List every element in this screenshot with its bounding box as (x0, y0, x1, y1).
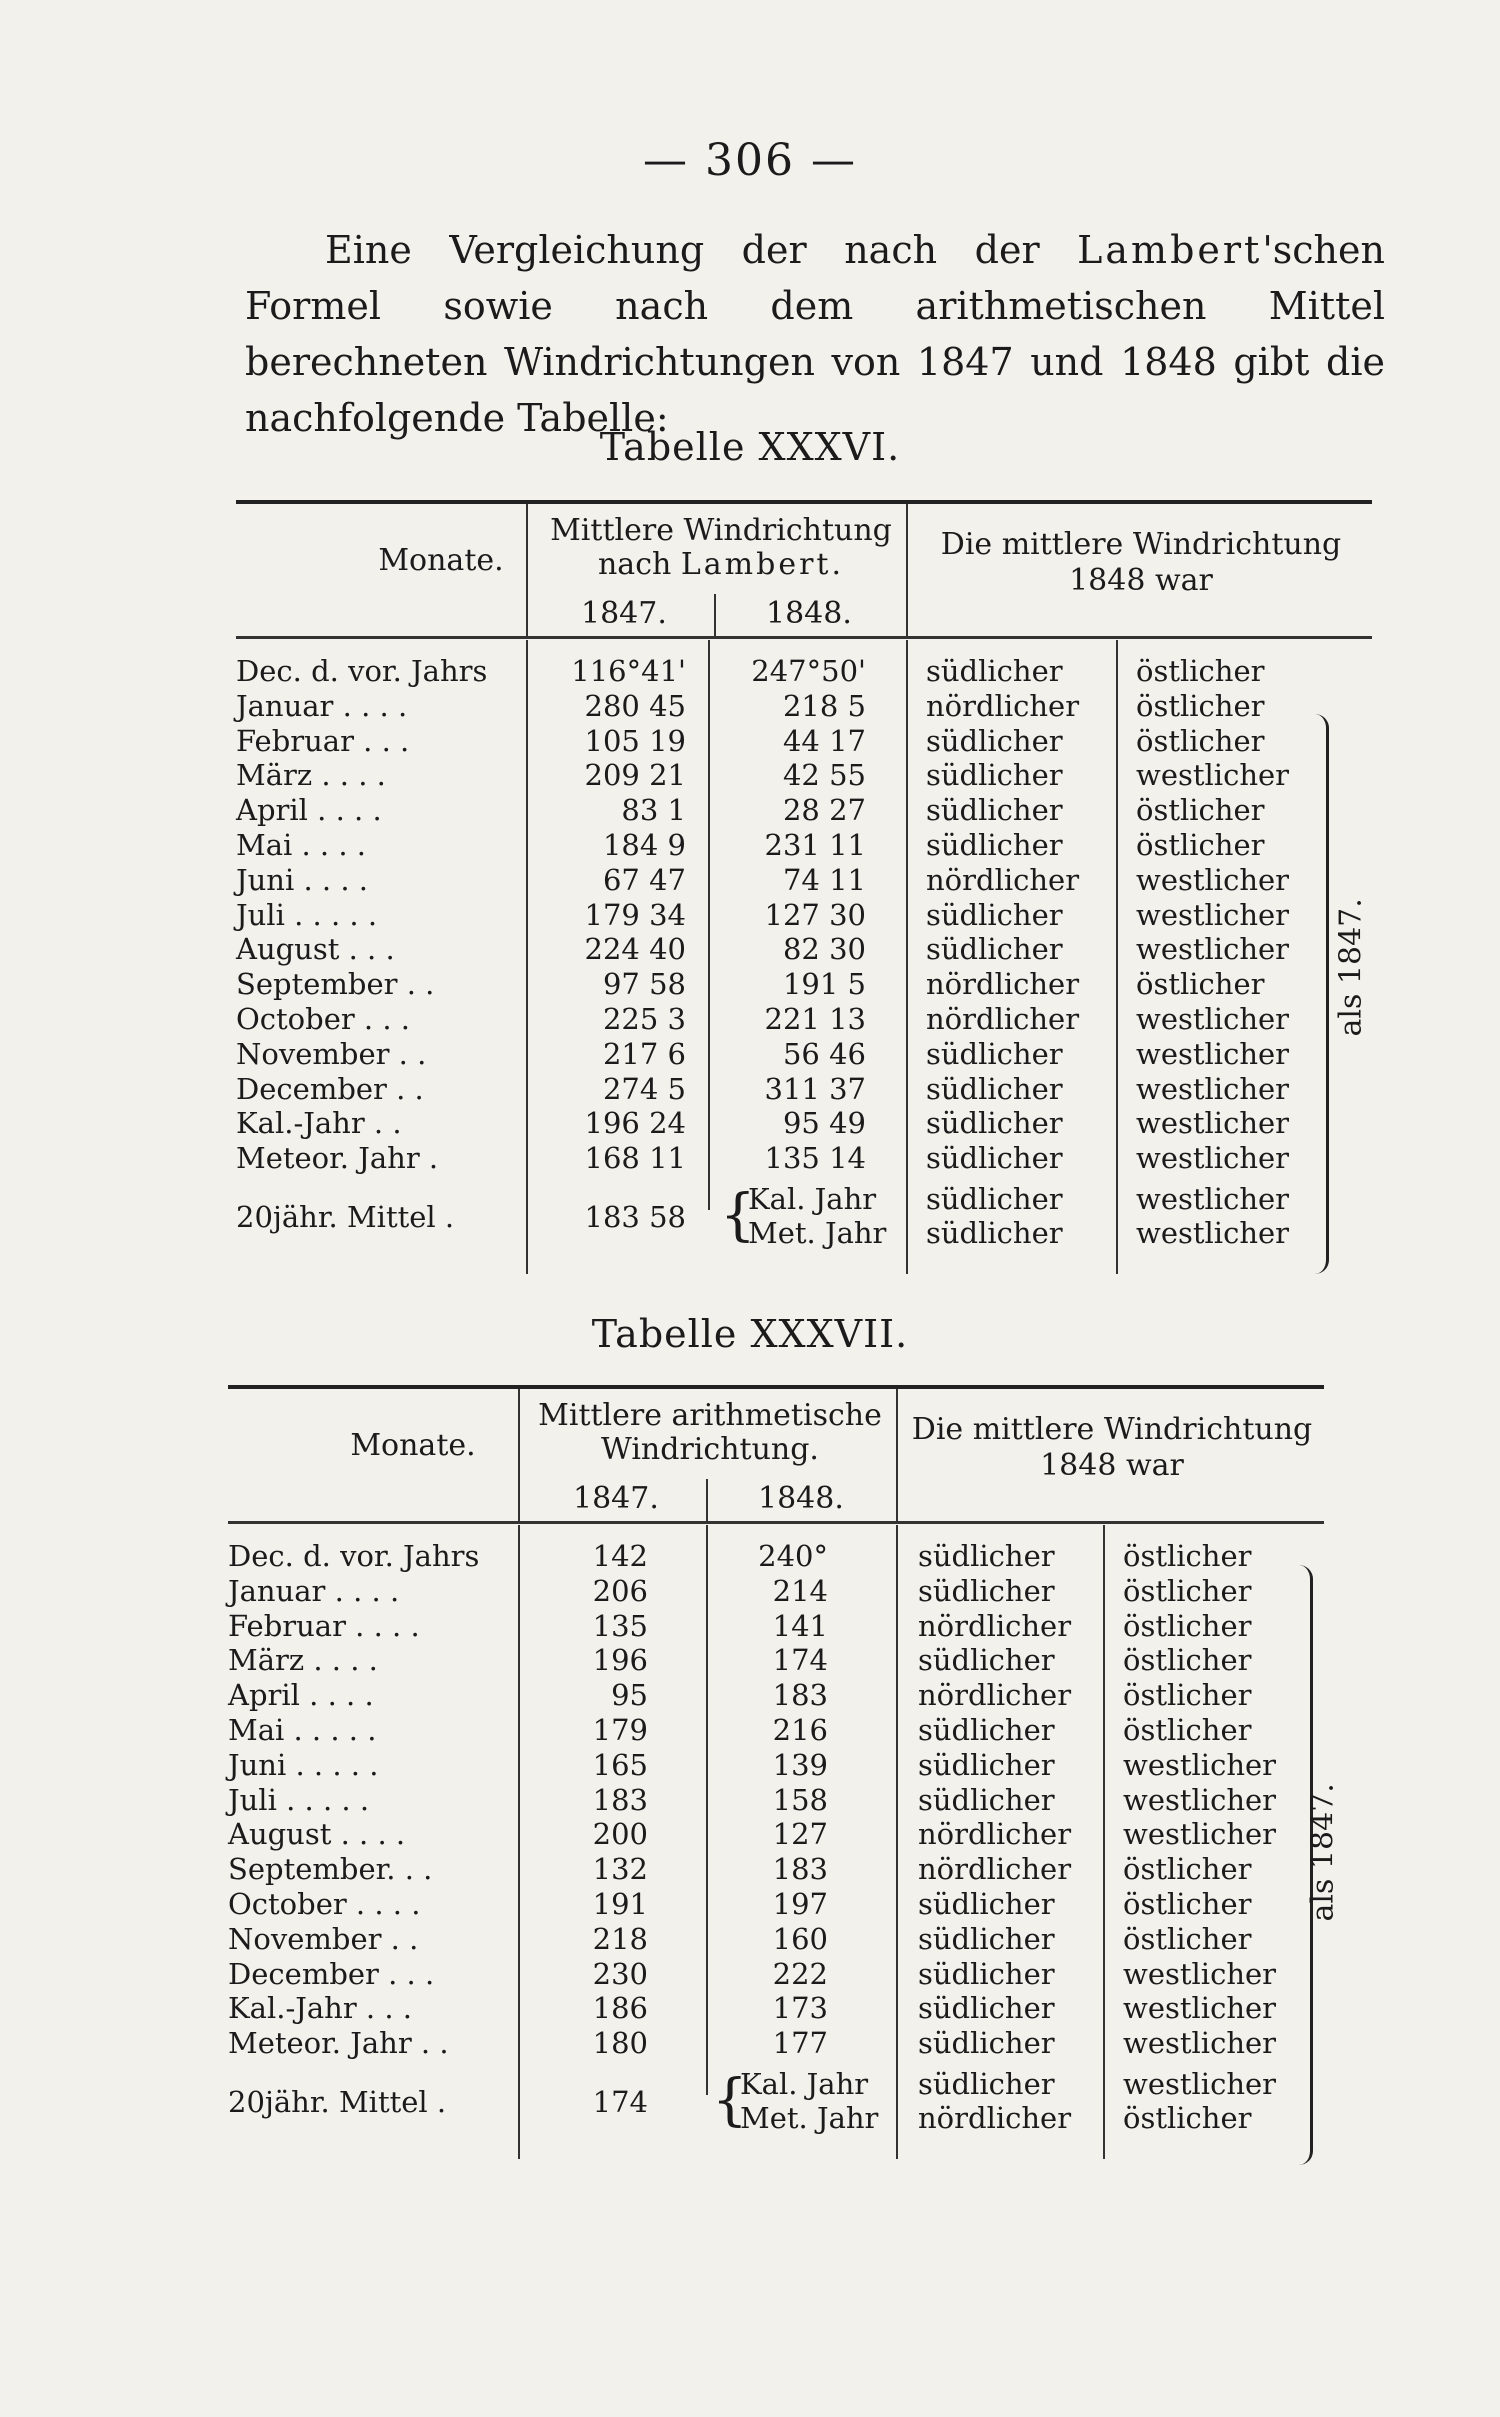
value-1848-cell: 127 30 (764, 897, 866, 932)
value-1847-cell: 105 19 (584, 723, 686, 758)
mittel-ns-1: südlicher (926, 1182, 1063, 1216)
east-west-cell: westlicher (1123, 1782, 1277, 1817)
value-1848-cell: 141 (772, 1608, 828, 1643)
table-row (228, 1817, 1324, 1852)
value-1848-cell: 44 17 (782, 723, 866, 758)
value-1847-cell: 135 (592, 1608, 648, 1643)
header-year-1847: 1847. (581, 596, 667, 631)
value-1848-cell: 74 11 (782, 862, 866, 897)
value-1847-cell: 196 24 (584, 1106, 686, 1141)
north-south-cell: nördlicher (926, 862, 1080, 897)
month-cell: April . . . . (228, 1678, 374, 1713)
value-1847-cell: 218 (592, 1921, 648, 1956)
east-west-cell: östlicher (1123, 1852, 1252, 1887)
table-row (228, 1991, 1324, 2026)
header-months: Monate. (350, 1428, 476, 1463)
east-west-cell: östlicher (1136, 967, 1265, 1002)
table-row (236, 724, 1372, 759)
east-west-cell: östlicher (1123, 1921, 1252, 1956)
mittel-ew-1: westlicher (1123, 2067, 1277, 2101)
table-row (228, 1713, 1324, 1748)
north-south-cell: südlicher (926, 897, 1063, 932)
east-west-cell: östlicher (1136, 688, 1265, 723)
east-west-cell: östlicher (1136, 827, 1265, 862)
value-1848-cell: 95 49 (782, 1106, 866, 1141)
value-1847-cell: 165 (592, 1747, 648, 1782)
east-west-cell: östlicher (1123, 1539, 1252, 1573)
mittel-1847-cell: 183 58 (584, 1200, 686, 1234)
table-row (236, 1002, 1372, 1037)
table-row (236, 863, 1372, 898)
header-mid-line2: Windrichtung. (601, 1432, 819, 1467)
mittel-kal-jahr: Kal. Jahr (740, 2067, 869, 2101)
table-row (236, 1141, 1372, 1176)
east-west-cell: westlicher (1136, 862, 1290, 897)
east-west-cell: östlicher (1136, 654, 1265, 688)
header-mid-line2: nach Lambert. (597, 547, 845, 582)
table-xxxvii-rows (228, 1539, 1324, 2135)
month-cell: December . . . (228, 1956, 435, 1991)
month-cell: März . . . . (236, 758, 386, 793)
north-south-cell: südlicher (926, 1071, 1063, 1106)
value-1847-cell: 209 21 (584, 758, 686, 793)
north-south-cell: südlicher (926, 932, 1063, 967)
value-1847-cell: 180 (592, 2026, 648, 2061)
value-1848-cell: 177 (772, 2026, 828, 2061)
east-west-cell: östlicher (1123, 1608, 1252, 1643)
north-south-cell: südlicher (926, 1106, 1063, 1141)
table-xxxvi-title: Tabelle XXXVI. (599, 425, 901, 469)
month-cell: Mai . . . . (236, 827, 367, 862)
intro-name: Lambert (1077, 228, 1263, 272)
table-row (228, 1539, 1324, 1574)
value-1847-cell: 191 (592, 1886, 648, 1921)
north-south-cell: südlicher (926, 758, 1063, 793)
north-south-cell: südlicher (926, 827, 1063, 862)
table-row (228, 1643, 1324, 1678)
mittel-1847-cell: 174 (592, 2085, 648, 2119)
value-1847-cell: 186 (592, 1991, 648, 2026)
mittel-ew-2: östlicher (1123, 2101, 1252, 2135)
mittel-month-cell: 20jähr. Mittel . (228, 2085, 447, 2119)
month-cell: August . . . . (228, 1817, 406, 1852)
value-1847-cell: 95 (611, 1678, 648, 1713)
north-south-cell: nördlicher (926, 967, 1080, 1002)
east-west-cell: westlicher (1136, 1001, 1290, 1036)
east-west-cell: östlicher (1123, 1678, 1252, 1713)
value-1848-cell: 191 5 (782, 967, 866, 1002)
header-right-line1: Die mittlere Windrichtung (911, 1412, 1313, 1447)
value-1847-cell: 230 (592, 1956, 648, 1991)
month-cell: Februar . . . (236, 723, 410, 758)
value-1848-cell: 127 (772, 1817, 828, 1852)
month-cell: October . . . . (228, 1886, 421, 1921)
east-west-cell: westlicher (1136, 1141, 1290, 1176)
east-west-cell: östlicher (1123, 1886, 1252, 1921)
header-mid-line1: Mittlere arithmetische (538, 1398, 882, 1433)
month-cell: Juni . . . . (236, 862, 369, 897)
month-cell: Kal.-Jahr . . (236, 1106, 402, 1141)
north-south-cell: nördlicher (918, 1608, 1072, 1643)
month-cell: Kal.-Jahr . . . (228, 1991, 413, 2026)
value-1847-cell: 224 40 (584, 932, 686, 967)
north-south-cell: südlicher (918, 1573, 1055, 1608)
north-south-cell: südlicher (918, 2026, 1055, 2061)
mittel-ew-2: westlicher (1136, 1216, 1290, 1250)
value-1847-cell: 67 47 (602, 862, 686, 897)
east-west-cell: westlicher (1136, 932, 1290, 967)
table-row (236, 828, 1372, 863)
north-south-cell: nördlicher (926, 688, 1080, 723)
header-right-line1: Die mittlere Windrichtung (940, 527, 1342, 562)
value-1848-cell: 247°50' (751, 654, 866, 688)
mittel-ns-2: südlicher (926, 1216, 1063, 1250)
value-1848-cell: 183 (772, 1678, 828, 1713)
east-west-cell: westlicher (1136, 1106, 1290, 1141)
north-south-cell: südlicher (926, 723, 1063, 758)
mittel-met-jahr: Met. Jahr (740, 2101, 879, 2135)
north-south-cell: südlicher (926, 1036, 1063, 1071)
value-1848-cell: 183 (772, 1852, 828, 1887)
table-header (236, 504, 1372, 639)
intro-text-1: Eine Vergleichung der nach der (325, 228, 1078, 272)
table-row (236, 654, 1372, 689)
value-1848-cell: 56 46 (782, 1036, 866, 1071)
north-south-cell: südlicher (918, 1921, 1055, 1956)
table-row (228, 1574, 1324, 1609)
north-south-cell: südlicher (918, 1782, 1055, 1817)
east-west-cell: westlicher (1136, 1036, 1290, 1071)
east-west-cell: östlicher (1123, 1573, 1252, 1608)
mittel-kal-jahr: Kal. Jahr (748, 1182, 877, 1216)
value-1848-cell: 28 27 (782, 793, 866, 828)
east-west-cell: westlicher (1123, 1817, 1277, 1852)
value-1848-cell: 173 (772, 1991, 828, 2026)
table-row (228, 1852, 1324, 1887)
east-west-cell: östlicher (1123, 1643, 1252, 1678)
north-south-cell: nördlicher (918, 1678, 1072, 1713)
table-row (236, 1072, 1372, 1107)
mittel-month-cell: 20jähr. Mittel . (236, 1200, 455, 1234)
north-south-cell: nördlicher (918, 1817, 1072, 1852)
value-1848-cell: 222 (772, 1956, 828, 1991)
month-cell: September. . . (228, 1852, 433, 1887)
header-months: Monate. (378, 543, 504, 578)
table-row (236, 758, 1372, 793)
month-cell: Mai . . . . . (228, 1712, 377, 1747)
month-cell: November . . (236, 1036, 427, 1071)
value-1847-cell: 83 1 (621, 793, 686, 828)
month-cell: Juni . . . . . (228, 1747, 379, 1782)
value-1848-cell: 42 55 (782, 758, 866, 793)
value-1847-cell: 142 (592, 1539, 648, 1573)
header-mid-line1: Mittlere Windrichtung (550, 513, 892, 548)
table-row (228, 1783, 1324, 1818)
page-number: — 306 — (643, 135, 857, 186)
east-west-cell: westlicher (1123, 1747, 1277, 1782)
north-south-cell: südlicher (918, 1539, 1055, 1573)
value-1847-cell: 274 5 (602, 1071, 686, 1106)
value-1847-cell: 184 9 (602, 827, 686, 862)
north-south-cell: südlicher (918, 1643, 1055, 1678)
value-1847-cell: 132 (592, 1852, 648, 1887)
table-row (228, 1957, 1324, 1992)
value-1848-cell: 216 (772, 1712, 828, 1747)
table-row (228, 1922, 1324, 1957)
value-1848-cell: 135 14 (764, 1141, 866, 1176)
value-1848-cell: 311 37 (764, 1071, 866, 1106)
header-year-1847: 1847. (573, 1481, 659, 1516)
header-right-line2: 1848 war (1069, 563, 1213, 598)
table-row (236, 1106, 1372, 1141)
mittel-ns-1: südlicher (918, 2067, 1055, 2101)
east-west-cell: westlicher (1123, 2026, 1277, 2061)
month-cell: August . . . (236, 932, 395, 967)
mittel-brace: { (712, 2068, 748, 2133)
value-1847-cell: 179 34 (584, 897, 686, 932)
value-1847-cell: 200 (592, 1817, 648, 1852)
table-row (228, 1678, 1324, 1713)
value-1848-cell: 160 (772, 1921, 828, 1956)
north-south-cell: südlicher (926, 654, 1063, 688)
month-cell: September . . (236, 967, 435, 1002)
value-1848-cell: 218 5 (782, 688, 866, 723)
right-brace (1312, 714, 1329, 1274)
month-cell: Februar . . . . (228, 1608, 420, 1643)
value-1848-cell: 240° (758, 1539, 828, 1573)
table-row (228, 2026, 1324, 2061)
north-south-cell: südlicher (918, 1956, 1055, 1991)
mittel-row (236, 1182, 1372, 1252)
intro-paragraph (245, 222, 1385, 446)
side-label-als-1847: als 1847. (1305, 1783, 1341, 1922)
header-year-1848: 1848. (758, 1481, 844, 1516)
value-1848-cell: 174 (772, 1643, 828, 1678)
north-south-cell: südlicher (926, 1141, 1063, 1176)
value-1848-cell: 139 (772, 1747, 828, 1782)
value-1848-cell: 82 30 (782, 932, 866, 967)
value-1848-cell: 214 (772, 1573, 828, 1608)
month-cell: Januar . . . . (236, 688, 408, 723)
table-row (228, 1887, 1324, 1922)
table-row (236, 689, 1372, 724)
value-1847-cell: 168 11 (584, 1141, 686, 1176)
month-cell: Dec. d. vor. Jahrs (236, 654, 488, 688)
north-south-cell: südlicher (918, 1886, 1055, 1921)
value-1847-cell: 217 6 (602, 1036, 686, 1071)
value-1847-cell: 225 3 (602, 1001, 686, 1036)
mittel-met-jahr: Met. Jahr (748, 1216, 887, 1250)
value-1847-cell: 116°41' (571, 654, 686, 688)
east-west-cell: östlicher (1123, 1712, 1252, 1747)
north-south-cell: nördlicher (918, 1852, 1072, 1887)
table-row (236, 967, 1372, 1002)
north-south-cell: südlicher (918, 1991, 1055, 2026)
table-xxxvii-title: Tabelle XXXVII. (591, 1312, 909, 1356)
table-row (228, 1609, 1324, 1644)
mittel-brace: { (720, 1183, 756, 1248)
table-row (236, 1037, 1372, 1072)
east-west-cell: westlicher (1136, 1071, 1290, 1106)
north-south-cell: südlicher (918, 1712, 1055, 1747)
month-cell: December . . (236, 1071, 424, 1106)
month-cell: November . . (228, 1921, 419, 1956)
value-1848-cell: 221 13 (764, 1001, 866, 1036)
table-row (236, 898, 1372, 933)
header-year-1848: 1848. (766, 596, 852, 631)
east-west-cell: westlicher (1123, 1991, 1277, 2026)
value-1847-cell: 183 (592, 1782, 648, 1817)
value-1848-cell: 158 (772, 1782, 828, 1817)
value-1848-cell: 231 11 (764, 827, 866, 862)
value-1847-cell: 97 58 (602, 967, 686, 1002)
mittel-ew-1: westlicher (1136, 1182, 1290, 1216)
value-1847-cell: 206 (592, 1573, 648, 1608)
north-south-cell: nördlicher (926, 1001, 1080, 1036)
value-1847-cell: 280 45 (584, 688, 686, 723)
month-cell: October . . . (236, 1001, 411, 1036)
east-west-cell: westlicher (1123, 1956, 1277, 1991)
east-west-cell: westlicher (1136, 758, 1290, 793)
month-cell: Juli . . . . . (236, 897, 378, 932)
table-header (228, 1389, 1324, 1524)
table-xxxvi-rows (236, 654, 1372, 1250)
side-label-als-1847: als 1847. (1333, 898, 1369, 1037)
table-row (236, 793, 1372, 828)
value-1847-cell: 196 (592, 1643, 648, 1678)
value-1847-cell: 179 (592, 1712, 648, 1747)
mittel-row (228, 2067, 1324, 2137)
east-west-cell: östlicher (1136, 793, 1265, 828)
east-west-cell: östlicher (1136, 723, 1265, 758)
month-cell: Meteor. Jahr . (236, 1141, 439, 1176)
table-row (236, 932, 1372, 967)
month-cell: Meteor. Jahr . . (228, 2026, 449, 2061)
mittel-ns-2: nördlicher (918, 2101, 1072, 2135)
month-cell: Dec. d. vor. Jahrs (228, 1539, 480, 1573)
table-row (228, 1748, 1324, 1783)
north-south-cell: südlicher (918, 1747, 1055, 1782)
month-cell: Januar . . . . (228, 1573, 400, 1608)
intro-text-2: 'schen Formel sowie nach dem arithmetischen Mittel berechneten Windrichtungen von 1847 und 1848 gibt die nachfolgende Tabelle: (245, 228, 1385, 440)
east-west-cell: westlicher (1136, 897, 1290, 932)
value-1848-cell: 197 (772, 1886, 828, 1921)
month-cell: April . . . . (236, 793, 382, 828)
table-xxxvii (228, 1385, 1341, 2159)
header-right-line2: 1848 war (1040, 1448, 1184, 1483)
month-cell: Juli . . . . . (228, 1782, 370, 1817)
month-cell: März . . . . (228, 1643, 378, 1678)
table-xxxvi (236, 500, 1372, 1274)
north-south-cell: südlicher (926, 793, 1063, 828)
